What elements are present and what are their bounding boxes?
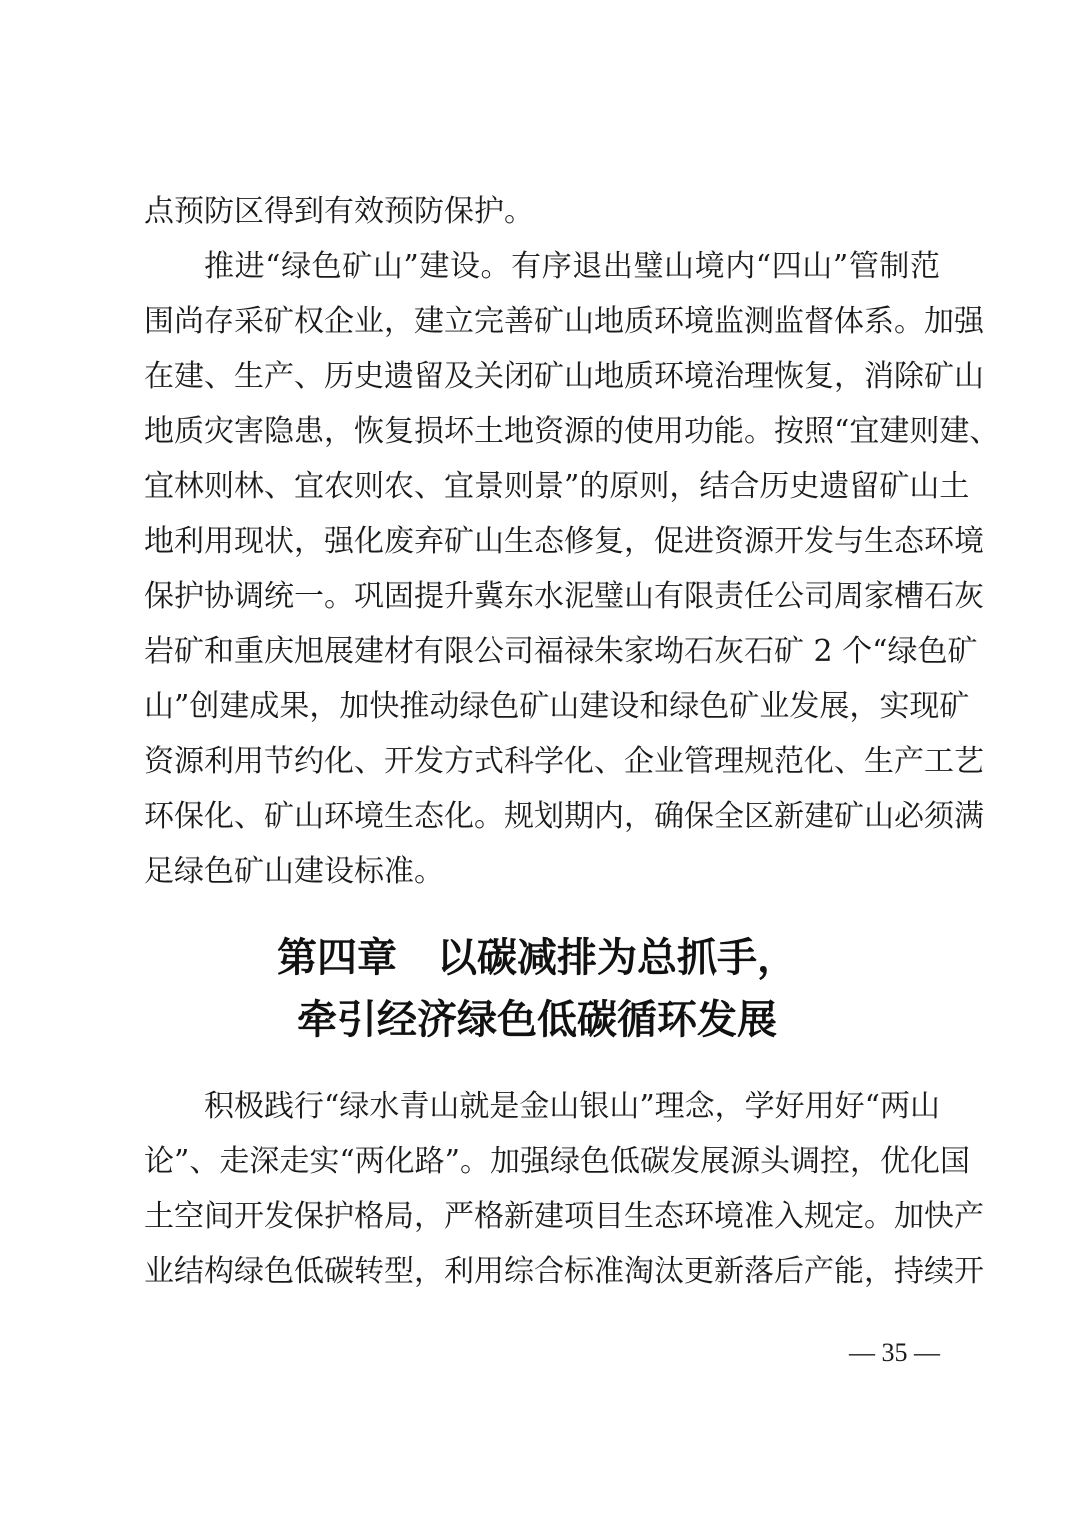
paragraph-line: 保护协调统一。巩固提升冀东水泥璧山有限责任公司周家槽石灰 xyxy=(144,579,984,614)
paragraph-line: 推进“绿色矿山”建设。有序退出璧山境内“四山”管制范 xyxy=(204,249,940,284)
paragraph-line: 足绿色矿山建设标准。 xyxy=(144,854,444,889)
paragraph-line: 点预防区得到有效预防保护。 xyxy=(144,194,534,229)
paragraph-line: 业结构绿色低碳转型，利用综合标准淘汰更新落后产能，持续开 xyxy=(144,1254,984,1289)
chapter-title-line: 牵引经济绿色低碳循环发展 xyxy=(297,996,777,1043)
paragraph-line: 山”创建成果，加快推动绿色矿山建设和绿色矿业发展，实现矿 xyxy=(144,689,970,724)
page-number: — 35 — xyxy=(849,1338,940,1367)
paragraph-line: 围尚存采矿权企业，建立完善矿山地质环境监测监督体系。加强 xyxy=(144,304,984,339)
paragraph-line: 宜林则林、宜农则农、宜景则景”的原则，结合历史遗留矿山土 xyxy=(144,469,970,504)
paragraph-line: 土空间开发保护格局，严格新建项目生态环境准入规定。加快产 xyxy=(144,1199,984,1234)
paragraph-line: 资源利用节约化、开发方式科学化、企业管理规范化、生产工艺 xyxy=(144,744,984,779)
paragraph-line: 岩矿和重庆旭展建材有限公司福禄朱家坳石灰石矿 2 个“绿色矿 xyxy=(144,634,978,669)
paragraph-line: 环保化、矿山环境生态化。规划期内，确保全区新建矿山必须满 xyxy=(144,799,984,834)
paragraph-line: 在建、生产、历史遗留及关闭矿山地质环境治理恢复，消除矿山 xyxy=(144,359,984,394)
paragraph-line: 地质灾害隐患，恢复损坏土地资源的使用功能。按照“宜建则建、 xyxy=(144,414,1000,449)
paragraph-line: 地利用现状，强化废弃矿山生态修复，促进资源开发与生态环境 xyxy=(144,524,984,559)
paragraph-line: 论”、走深走实“两化路”。加强绿色低碳发展源头调控，优化国 xyxy=(144,1144,971,1179)
chapter-title-line: 第四章 以碳减排为总抓手， xyxy=(277,934,797,981)
paragraph-line: 积极践行“绿水青山就是金山银山”理念，学好用好“两山 xyxy=(204,1089,941,1124)
